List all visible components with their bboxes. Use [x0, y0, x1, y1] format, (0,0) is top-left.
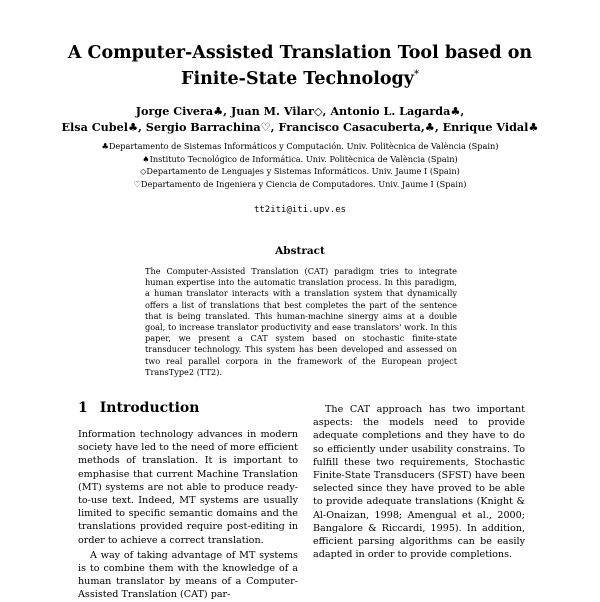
title-line-1: A Computer-Assisted Translation Tool based on — [67, 43, 533, 63]
title-footnote-mark: * — [413, 69, 419, 80]
right-column — [313, 403, 525, 561]
contact-email: tt2iti@iti.upv.es — [253, 205, 347, 215]
affiliation-list — [70, 140, 530, 190]
abstract-text: The Computer-Assisted Translation (CAT) paradigm tries to integrate human expertise into the automatic translation process. In this paradigm, a human translator interacts with a translation system that dynamically offers a list of translations that best completes the part of the sentence that is being translated. This human-machine sinergy aims at a double goal, to increase translator productivity and ease translators' work. In this paper, we present a CAT system based on stochastic finite-state transducer technology. This system has been developed and assessed on two real parallel corpora in the framework of the European project TransType2 (TT2). — [145, 266, 457, 377]
authors-line-1: Jorge Civera♣, Juan M. Vilar◇, Antonio L. Lagarda♣, — [135, 104, 465, 118]
title-line-2-text: Finite-State Technology — [181, 68, 414, 89]
affiliation-3: ◇Departamento de Lenguajes y Sistemas Informáticos. Univ. Jaume I (Spain) — [140, 166, 460, 176]
paper-title — [60, 42, 540, 90]
title-line-2 — [60, 64, 540, 90]
left-paragraph-1: Information technology advances in modern society have led to the need of more efficient methods of translation. It is important to emphasise that current Machine Translation (MT) systems are not able to produce ready-to-use text. Indeed, MT systems are usually limited to specific semantic domains and the translations provided require post-editing in order to achieve a correct translation. — [78, 429, 298, 546]
affiliation-2: ♠Instituto Tecnológico de Informática. Univ. Politècnica de València (Spain) — [142, 153, 458, 164]
section-title: Introduction — [99, 400, 200, 416]
section-heading — [78, 400, 308, 416]
abstract-heading: Abstract — [275, 245, 325, 257]
left-paragraph-2: A way of taking advantage of MT systems is to combine them with the knowledge of a human translator by means of a Computer-Assisted Translation (CAT) par- — [78, 549, 298, 601]
affiliation-4: ♡Departamento de Ingeniera y Ciencia de Computadores. Univ. Jaume I (Spain) — [133, 178, 467, 189]
authors-line-2: Elsa Cubel♣, Sergio Barrachina♡, Francisco Casacuberta,♣, Enrique Vidal♣ — [61, 120, 539, 134]
affiliation-1: ♣Departamento de Sistemas Informáticos y Computación. Univ. Politècnica de València (Spain) — [101, 141, 499, 151]
right-paragraph-1: The CAT approach has two important aspects: the models need to provide adequate completions and they have to do so efficiently under usability constrains. To fulfill these two requirements, Stochastic Finite-State Transducers (SFST) have been selected since they have proved to be able to provide adequate translations (Knight & Al-Onaizan, 1998; Amengual et al., 2000; Bangalore & Riccardi, 1995). In addition, efficient parsing algorithms can be easily adapted in order to provide completions. — [313, 404, 525, 561]
section-number: 1 — [78, 400, 88, 416]
author-list — [40, 103, 560, 135]
left-column — [78, 428, 298, 602]
